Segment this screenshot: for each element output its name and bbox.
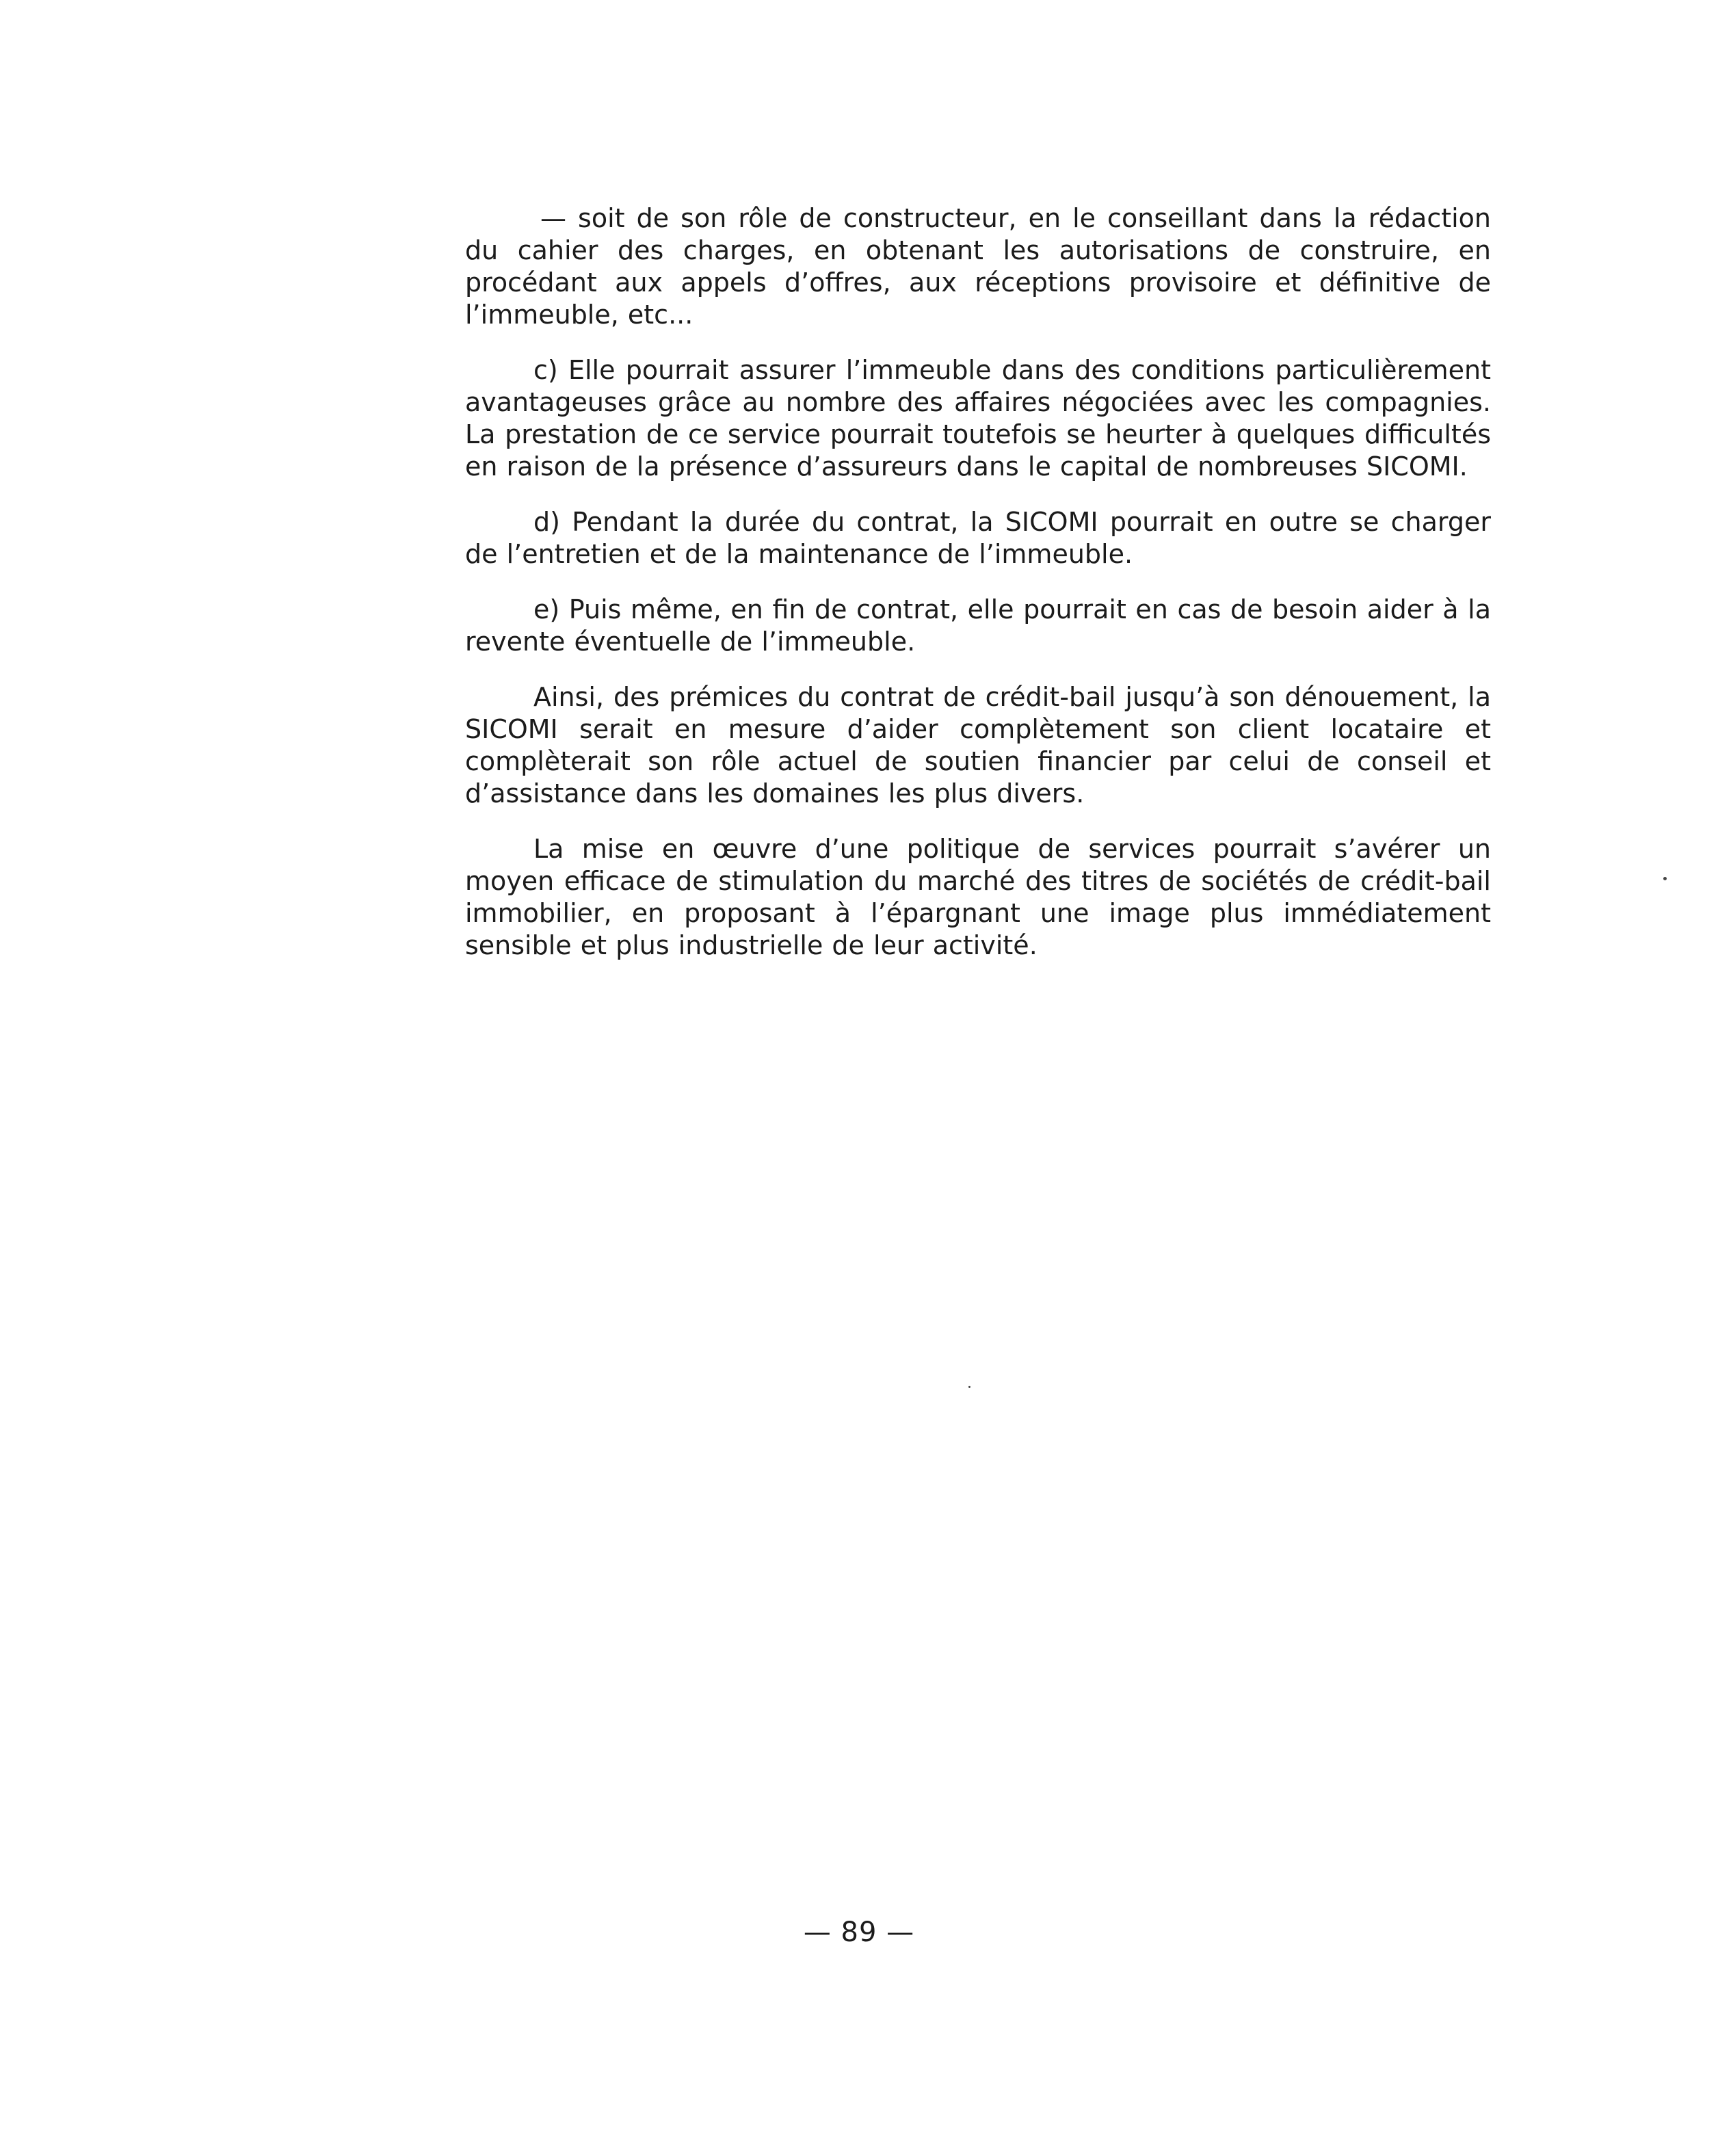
paragraph-maintenance: d) Pendant la durée du contrat, la SICOMI pourrait en outre se charger de l’entretien et de la maintenance de l’immeuble.: [465, 507, 1491, 569]
paragraph-constructor-role: — soit de son rôle de constructeur, en le conseillant dans la rédaction du cahier des charges, en obtenant les autorisations de construire, en procédant aux appels d’offres, aux réceptions provisoire et définitive de l’immeuble, etc...: [465, 203, 1491, 330]
paragraph-insurance: c) Elle pourrait assurer l’immeuble dans des conditions particulièrement avantageuses grâce au nombre des affaires négociées avec les compagnies. La prestation de ce service pourrait toutefois se heurter à quelques difficultés en raison de la présence d’assureurs dans le capital de nombreuses SICOMI.: [465, 355, 1491, 482]
page-number: — 89 —: [803, 1917, 915, 1948]
scan-speck: [968, 1386, 970, 1388]
paragraph-conclusion: Ainsi, des prémices du contrat de crédit-bail jusqu’à son dénouement, la SICOMI serait en mesure d’aider complètement son client locataire et complèterait son rôle actuel de soutien financier par celui de conseil et d’assistance dans les domaines les plus divers.: [465, 682, 1491, 808]
paragraph-resale: e) Puis même, en fin de contrat, elle pourrait en cas de besoin aider à la revente éventuelle de l’immeuble.: [465, 594, 1491, 657]
scan-speck: [1663, 877, 1667, 880]
body-text: [465, 202, 1491, 985]
paragraph-services-policy: La mise en œuvre d’une politique de services pourrait s’avérer un moyen efficace de stimulation du marché des titres de sociétés de crédit-bail immobilier, en proposant à l’épargnant une image plus immédiatement sensible et plus industrielle de leur activité.: [465, 834, 1491, 960]
